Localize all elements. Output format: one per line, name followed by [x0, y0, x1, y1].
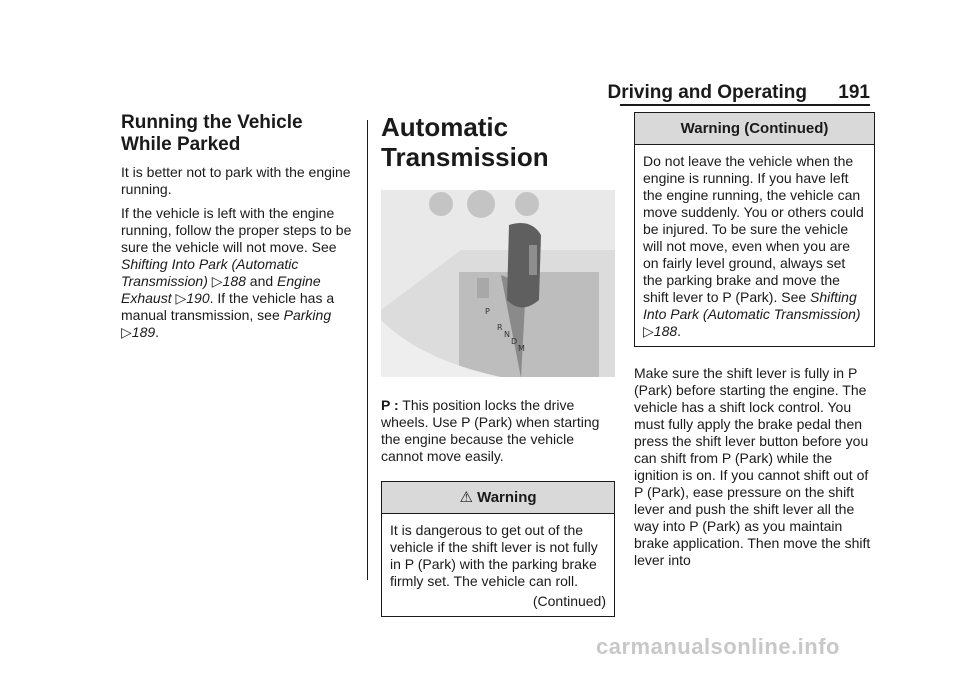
heading-automatic-transmission: Automatic Transmission	[381, 112, 549, 172]
column-3	[634, 112, 875, 576]
ref-page[interactable]: 190	[186, 290, 210, 306]
warning-body	[635, 145, 874, 346]
warning-title: Warning	[477, 489, 537, 506]
ref-page[interactable]: 188	[222, 273, 246, 289]
gear-label-d: D	[511, 337, 518, 346]
header-rule	[620, 104, 870, 106]
warning-box	[381, 481, 615, 617]
column-2	[381, 112, 615, 617]
gear-label-m: M	[518, 344, 525, 353]
shift-lever-photo	[381, 190, 615, 377]
ref-page[interactable]: 188	[653, 323, 678, 339]
watermark: carmanualsonline.info	[596, 634, 840, 659]
gear-label-r: R	[497, 323, 503, 332]
ref-shifting-into-park[interactable]: Shifting Into Park (Automatic Transmission)	[643, 289, 861, 322]
ref-arrow-icon: ▷	[643, 323, 654, 339]
ref-shifting-into-park[interactable]: Shifting Into Park (Automatic Transmission)	[121, 256, 299, 289]
page-number: 191	[838, 82, 870, 103]
gear-label-p: P	[485, 307, 490, 316]
running-head	[607, 82, 870, 104]
heading-running-vehicle: Running the Vehicle While Parked	[121, 112, 303, 155]
paragraph-shift-lock: Make sure the shift lever is fully in P (Park) before starting the engine. The vehicle has a shift lock control. You must fully apply the brake pedal then press the shift lever button before you can shift from P (Park) while the ignition is on. If you cannot shift out of P (Park), ease pressure on the shift lever and push the shift lever all the way into P (Park) as you maintain brake application. Then move the shift lever into	[634, 365, 871, 568]
warning-header	[382, 482, 614, 514]
warning-box-continued	[634, 112, 875, 347]
position-label: P :	[381, 397, 399, 413]
gear-label-n: N	[504, 330, 510, 339]
ref-arrow-icon: ▷	[121, 324, 132, 340]
ref-page[interactable]: 189	[131, 324, 156, 340]
paragraph-left-running: If the vehicle is left with the engine running, follow the proper steps to be sure the vehicle will not move. See Shifting Into Park (Automatic Transmission) ▷188 and Engine Exhaust ▷190. If the vehicle has a manual transmission, see Parking ▷189.	[121, 205, 352, 340]
ref-arrow-icon: ▷	[207, 273, 223, 289]
warning-text: Do not leave the vehicle when the engine is running. If you have left the engine running, the vehicle can move suddenly. You or others could be injured. To be sure the vehicle will not move, even when you are on fairly level ground, always set the parking brake and move the shift lever to P (Park). See Shifting Into Park (Automatic Transmission) ▷188.	[643, 153, 864, 339]
continued-label: (Continued)	[532, 593, 606, 609]
warning-text: It is dangerous to get out of the vehicle if the shift lever is not fully in P (Park) with the parking brake firmly set. The vehicle can roll.	[390, 522, 598, 589]
paragraph-park-engine: It is better not to park with the engine running.	[121, 164, 351, 197]
paragraph-p-position: P : This position locks the drive wheels. Use P (Park) when starting the engine because the vehicle cannot move easily.	[381, 397, 600, 464]
ref-arrow-icon: ▷	[171, 290, 187, 306]
ref-parking[interactable]: Parking	[283, 307, 332, 323]
section-title: Driving and Operating	[607, 82, 808, 103]
column-divider	[367, 120, 368, 580]
column-1	[121, 112, 354, 348]
ref-engine-exhaust[interactable]: Engine Exhaust	[121, 273, 321, 306]
warning-body	[382, 514, 614, 616]
warning-header: Warning (Continued)	[635, 113, 874, 145]
warning-icon: ⚠︎	[459, 489, 473, 506]
